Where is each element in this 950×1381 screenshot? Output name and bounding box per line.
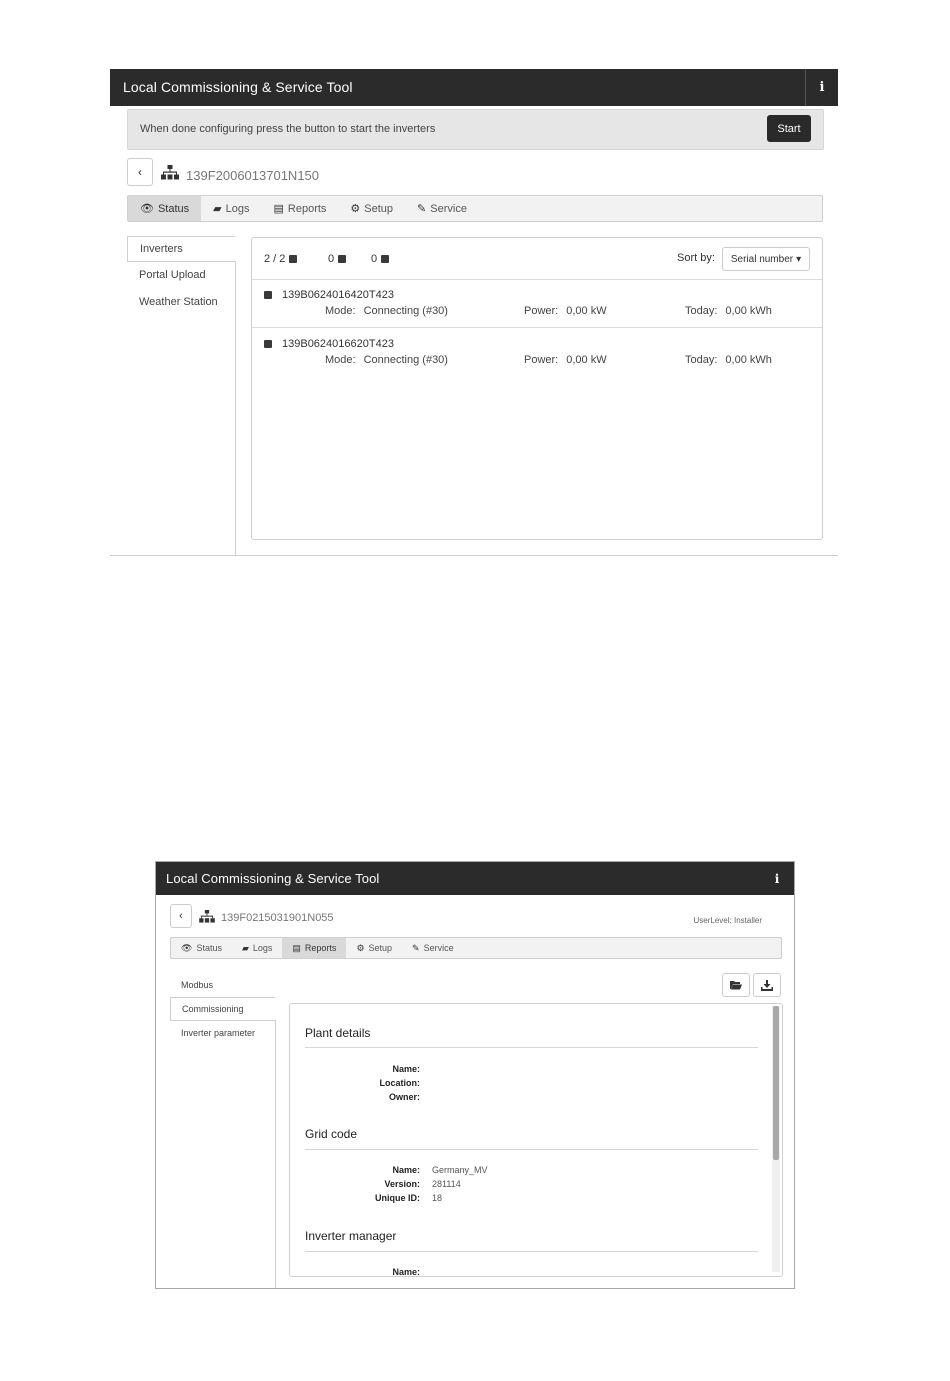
inverter-row[interactable] <box>252 328 822 376</box>
main-tabs <box>170 937 782 959</box>
scrollbar[interactable] <box>772 1006 780 1272</box>
user-level: UserLevel: Installer <box>693 916 762 925</box>
tab-service[interactable]: ✎ Service <box>417 202 467 215</box>
sidenav-divider <box>235 261 236 555</box>
tab-reports[interactable]: ▤ Reports <box>282 938 346 958</box>
download-button[interactable] <box>753 973 781 997</box>
field-plant-name: Name: <box>392 1064 420 1074</box>
inverter-mode: Mode: Connecting (#30) <box>325 305 448 317</box>
app-header <box>156 862 794 895</box>
status-square-icon <box>264 291 272 299</box>
sidebar-item-portal-upload[interactable]: Portal Upload <box>139 269 206 281</box>
back-button[interactable]: ‹ <box>127 158 153 186</box>
sidebar-item-inverter-parameter[interactable]: Inverter parameter <box>181 1028 256 1038</box>
status-square-icon <box>289 255 297 263</box>
section-divider <box>305 1149 758 1150</box>
gears-icon: ⚙ <box>356 942 365 953</box>
main-tabs <box>127 195 823 222</box>
sort-select[interactable]: Serial number ▾ <box>722 247 810 271</box>
eye-icon: 👁 <box>140 203 154 215</box>
app-title: Local Commissioning & Service Tool <box>166 871 380 886</box>
field-manager-name: Name: <box>392 1267 420 1277</box>
sidebar-item-weather-station[interactable]: Weather Station <box>139 296 218 308</box>
field-grid-unique-id: Unique ID: 18 <box>375 1193 443 1203</box>
section-divider <box>305 1047 758 1048</box>
tab-logs[interactable]: ▰ Logs <box>241 942 273 953</box>
info-button[interactable]: i <box>805 69 838 106</box>
start-alert <box>127 109 824 150</box>
commissioning-report-panel <box>289 1003 783 1277</box>
screen-status-inverters <box>110 69 838 556</box>
alert-message: When done configuring press the button to start the inverters <box>140 123 436 135</box>
field-plant-owner: Owner: <box>388 1092 420 1102</box>
sort-by-label: Sort by: <box>677 252 715 264</box>
inverter-serial: 139B0624016620T423 <box>282 338 394 350</box>
eye-icon: 👁 <box>181 942 193 953</box>
device-id: 139F2006013701N150 <box>186 168 320 183</box>
tab-setup[interactable]: ⚙ Setup <box>356 942 393 953</box>
count-total: 2 / 2 <box>264 253 297 265</box>
tab-reports[interactable]: ▤ Reports <box>273 202 327 215</box>
count-warning: 0 <box>328 253 346 265</box>
download-icon <box>761 980 773 991</box>
tab-logs[interactable]: ▰ Logs <box>213 202 250 215</box>
wrench-icon: ✎ <box>412 942 420 953</box>
inverter-serial: 139B0624016420T423 <box>282 289 394 301</box>
status-square-icon <box>264 340 272 348</box>
status-sidenav <box>127 236 235 316</box>
file-icon: ▤ <box>292 942 301 953</box>
field-grid-version: Version: 281114 <box>384 1179 461 1189</box>
status-square-icon <box>338 255 346 263</box>
file-icon: ▤ <box>273 203 284 215</box>
tab-status[interactable]: 👁 Status <box>128 196 201 221</box>
field-grid-name: Name: Germany_MV <box>392 1165 488 1175</box>
tab-status[interactable]: 👁 Status <box>181 942 222 953</box>
folder-open-icon <box>730 980 742 990</box>
open-folder-button[interactable] <box>722 973 750 997</box>
field-plant-location: Location: <box>379 1078 420 1088</box>
app-header <box>110 69 838 106</box>
status-square-icon <box>381 255 389 263</box>
caret-down-icon: ▾ <box>796 253 802 265</box>
sidebar-item-inverters[interactable]: Inverters <box>127 236 235 262</box>
screen-reports-commissioning <box>155 861 795 1289</box>
status-counts <box>252 238 822 280</box>
back-button[interactable]: ‹ <box>170 904 192 928</box>
tab-service[interactable]: ✎ Service <box>412 942 454 953</box>
scrollbar-thumb[interactable] <box>773 1006 779 1160</box>
wrench-icon: ✎ <box>417 203 427 215</box>
start-button[interactable]: Start <box>767 115 811 142</box>
book-icon: ▰ <box>241 942 249 953</box>
info-button[interactable]: i <box>774 871 780 886</box>
app-title: Local Commissioning & Service Tool <box>123 79 353 95</box>
device-id: 139F0215031901N055 <box>221 912 334 924</box>
inverter-today: Today: 0,00 kWh <box>685 354 772 366</box>
count-error: 0 <box>371 253 389 265</box>
inverter-power: Power: 0,00 kW <box>524 305 607 317</box>
reports-sidenav <box>170 973 275 1045</box>
inverter-power: Power: 0,00 kW <box>524 354 607 366</box>
book-icon: ▰ <box>213 203 222 215</box>
sitemap-icon <box>199 910 215 923</box>
section-divider <box>305 1251 758 1252</box>
sidenav-divider <box>275 1020 276 1288</box>
section-title-grid-code: Grid code <box>305 1127 358 1141</box>
inverters-panel <box>251 237 823 540</box>
gears-icon: ⚙ <box>350 203 361 215</box>
section-title-plant-details: Plant details <box>305 1026 371 1040</box>
section-title-inverter-manager: Inverter manager <box>305 1229 397 1243</box>
sitemap-icon <box>161 165 179 180</box>
inverter-mode: Mode: Connecting (#30) <box>325 354 448 366</box>
inverter-today: Today: 0,00 kWh <box>685 305 772 317</box>
sidebar-item-modbus[interactable]: Modbus <box>181 980 214 990</box>
tab-setup[interactable]: ⚙ Setup <box>350 202 394 215</box>
sidebar-item-commissioning[interactable]: Commissioning <box>170 997 275 1021</box>
inverter-row[interactable] <box>252 279 822 328</box>
